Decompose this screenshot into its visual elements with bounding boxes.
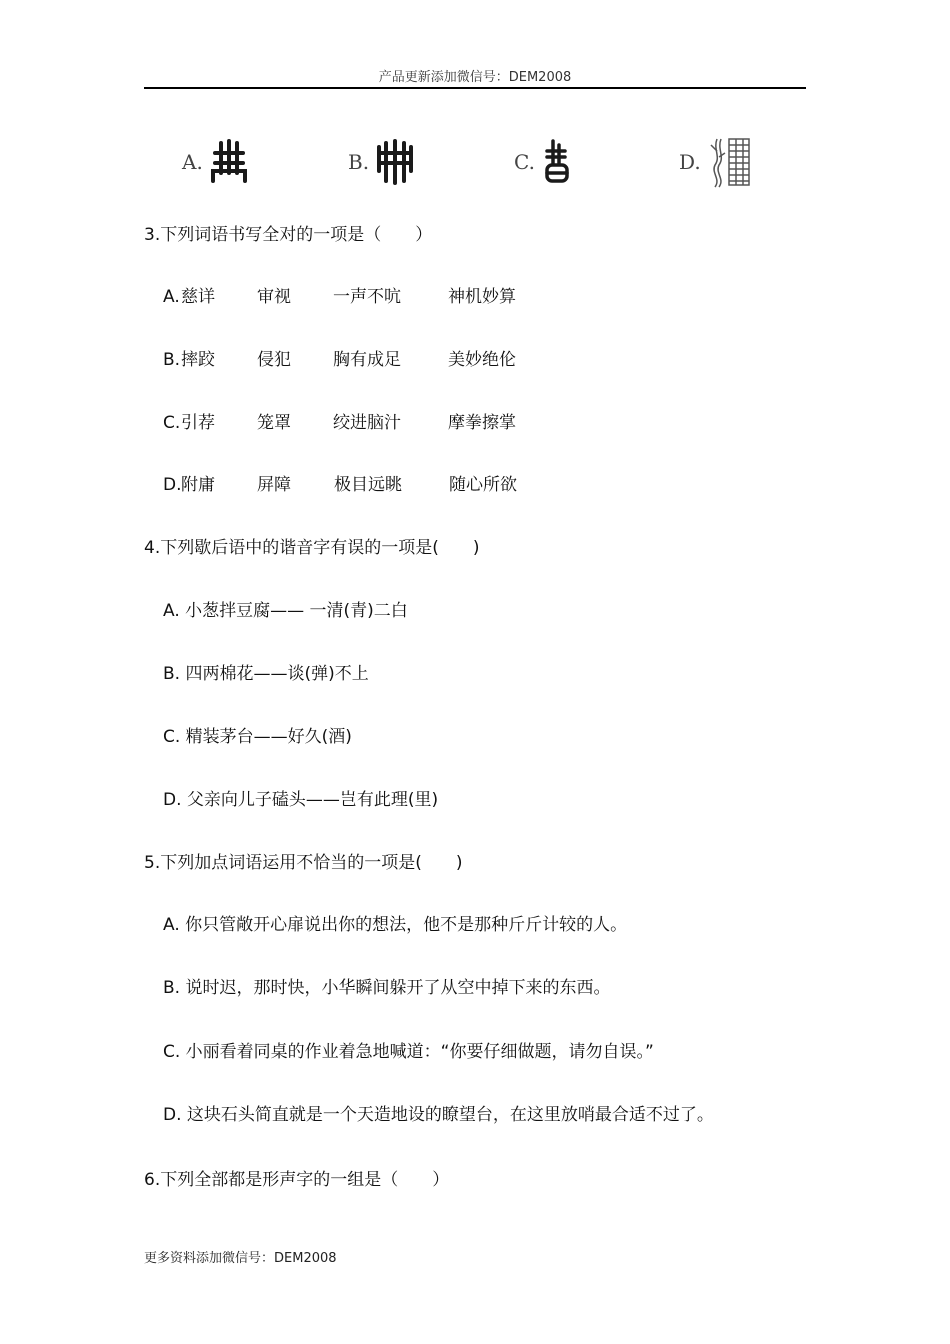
- option-word: 屏障: [257, 475, 291, 495]
- option-word: 侵犯: [257, 350, 291, 370]
- option-letter: C.: [163, 413, 181, 433]
- option-word: 极目远眺: [334, 475, 402, 495]
- question-4-title: 4.下列歇后语中的谐音字有误的一项是( ): [144, 538, 480, 558]
- question-5-title: 5.下列加点词语运用不恰当的一项是( ): [144, 853, 463, 873]
- oracle-glyph-d-icon: [707, 135, 753, 189]
- option-word: 绞进脑汁: [333, 413, 401, 433]
- question-4-option-d: D. 父亲向儿子磕头——岂有此理(里): [163, 790, 439, 810]
- question-5-option-a: A. 你只管敞开心扉说出你的想法，他不是那种斤斤计较的人。: [163, 915, 628, 935]
- option-word: 笼罩: [257, 413, 291, 433]
- glyph-option-b: [348, 132, 415, 192]
- option-letter: B.: [163, 350, 181, 370]
- glyph-option-label: B.: [348, 150, 370, 174]
- option-word: 慈详: [181, 287, 215, 307]
- option-word: 摔跤: [181, 350, 215, 370]
- question-4-option-a: A. 小葱拌豆腐—— 一清(青)二白: [163, 601, 408, 621]
- option-word: 审视: [257, 287, 291, 307]
- option-word: 引荐: [181, 413, 215, 433]
- glyph-option-label: C.: [514, 150, 535, 174]
- glyph-option-d: [679, 132, 753, 192]
- page-header: 产品更新添加微信号：DEM2008: [378, 70, 572, 85]
- glyph-options: [0, 132, 950, 192]
- page-footer: 更多资料添加微信号：DEM2008: [144, 1251, 337, 1266]
- glyph-option-c: [514, 132, 573, 192]
- option-word: 神机妙算: [448, 287, 516, 307]
- glyph-option-a: [182, 132, 249, 192]
- option-letter: A.: [163, 287, 180, 307]
- oracle-glyph-c-icon: [541, 137, 573, 187]
- option-word: 摩拳擦掌: [448, 413, 516, 433]
- glyph-option-label: A.: [182, 150, 203, 174]
- question-4-option-b: B. 四两棉花——谈(弹)不上: [163, 664, 369, 684]
- glyph-option-label: D.: [679, 150, 701, 174]
- question-3-title: 3.下列词语书写全对的一项是（ ）: [144, 225, 433, 245]
- option-letter: D.: [163, 475, 182, 495]
- option-word: 美妙绝伦: [448, 350, 516, 370]
- question-5-option-d: D. 这块石头简直就是一个天造地设的瞭望台，在这里放哨最合适不过了。: [163, 1105, 714, 1125]
- oracle-glyph-b-icon: [375, 137, 415, 187]
- option-word: 胸有成足: [333, 350, 401, 370]
- option-word: 随心所欲: [449, 475, 517, 495]
- question-6-title: 6.下列全部都是形声字的一组是（ ）: [144, 1170, 450, 1190]
- question-5-option-c: C. 小丽看着同桌的作业着急地喊道：“你要仔细做题，请勿自误。”: [163, 1042, 654, 1062]
- header-rule: [144, 87, 806, 89]
- option-word: 附庸: [181, 475, 215, 495]
- question-4-option-c: C. 精装茅台——好久(酒): [163, 727, 352, 747]
- oracle-glyph-a-icon: [209, 137, 249, 187]
- option-word: 一声不吭: [333, 287, 401, 307]
- question-5-option-b: B. 说时迟，那时快，小华瞬间躲开了从空中掉下来的东西。: [163, 978, 611, 998]
